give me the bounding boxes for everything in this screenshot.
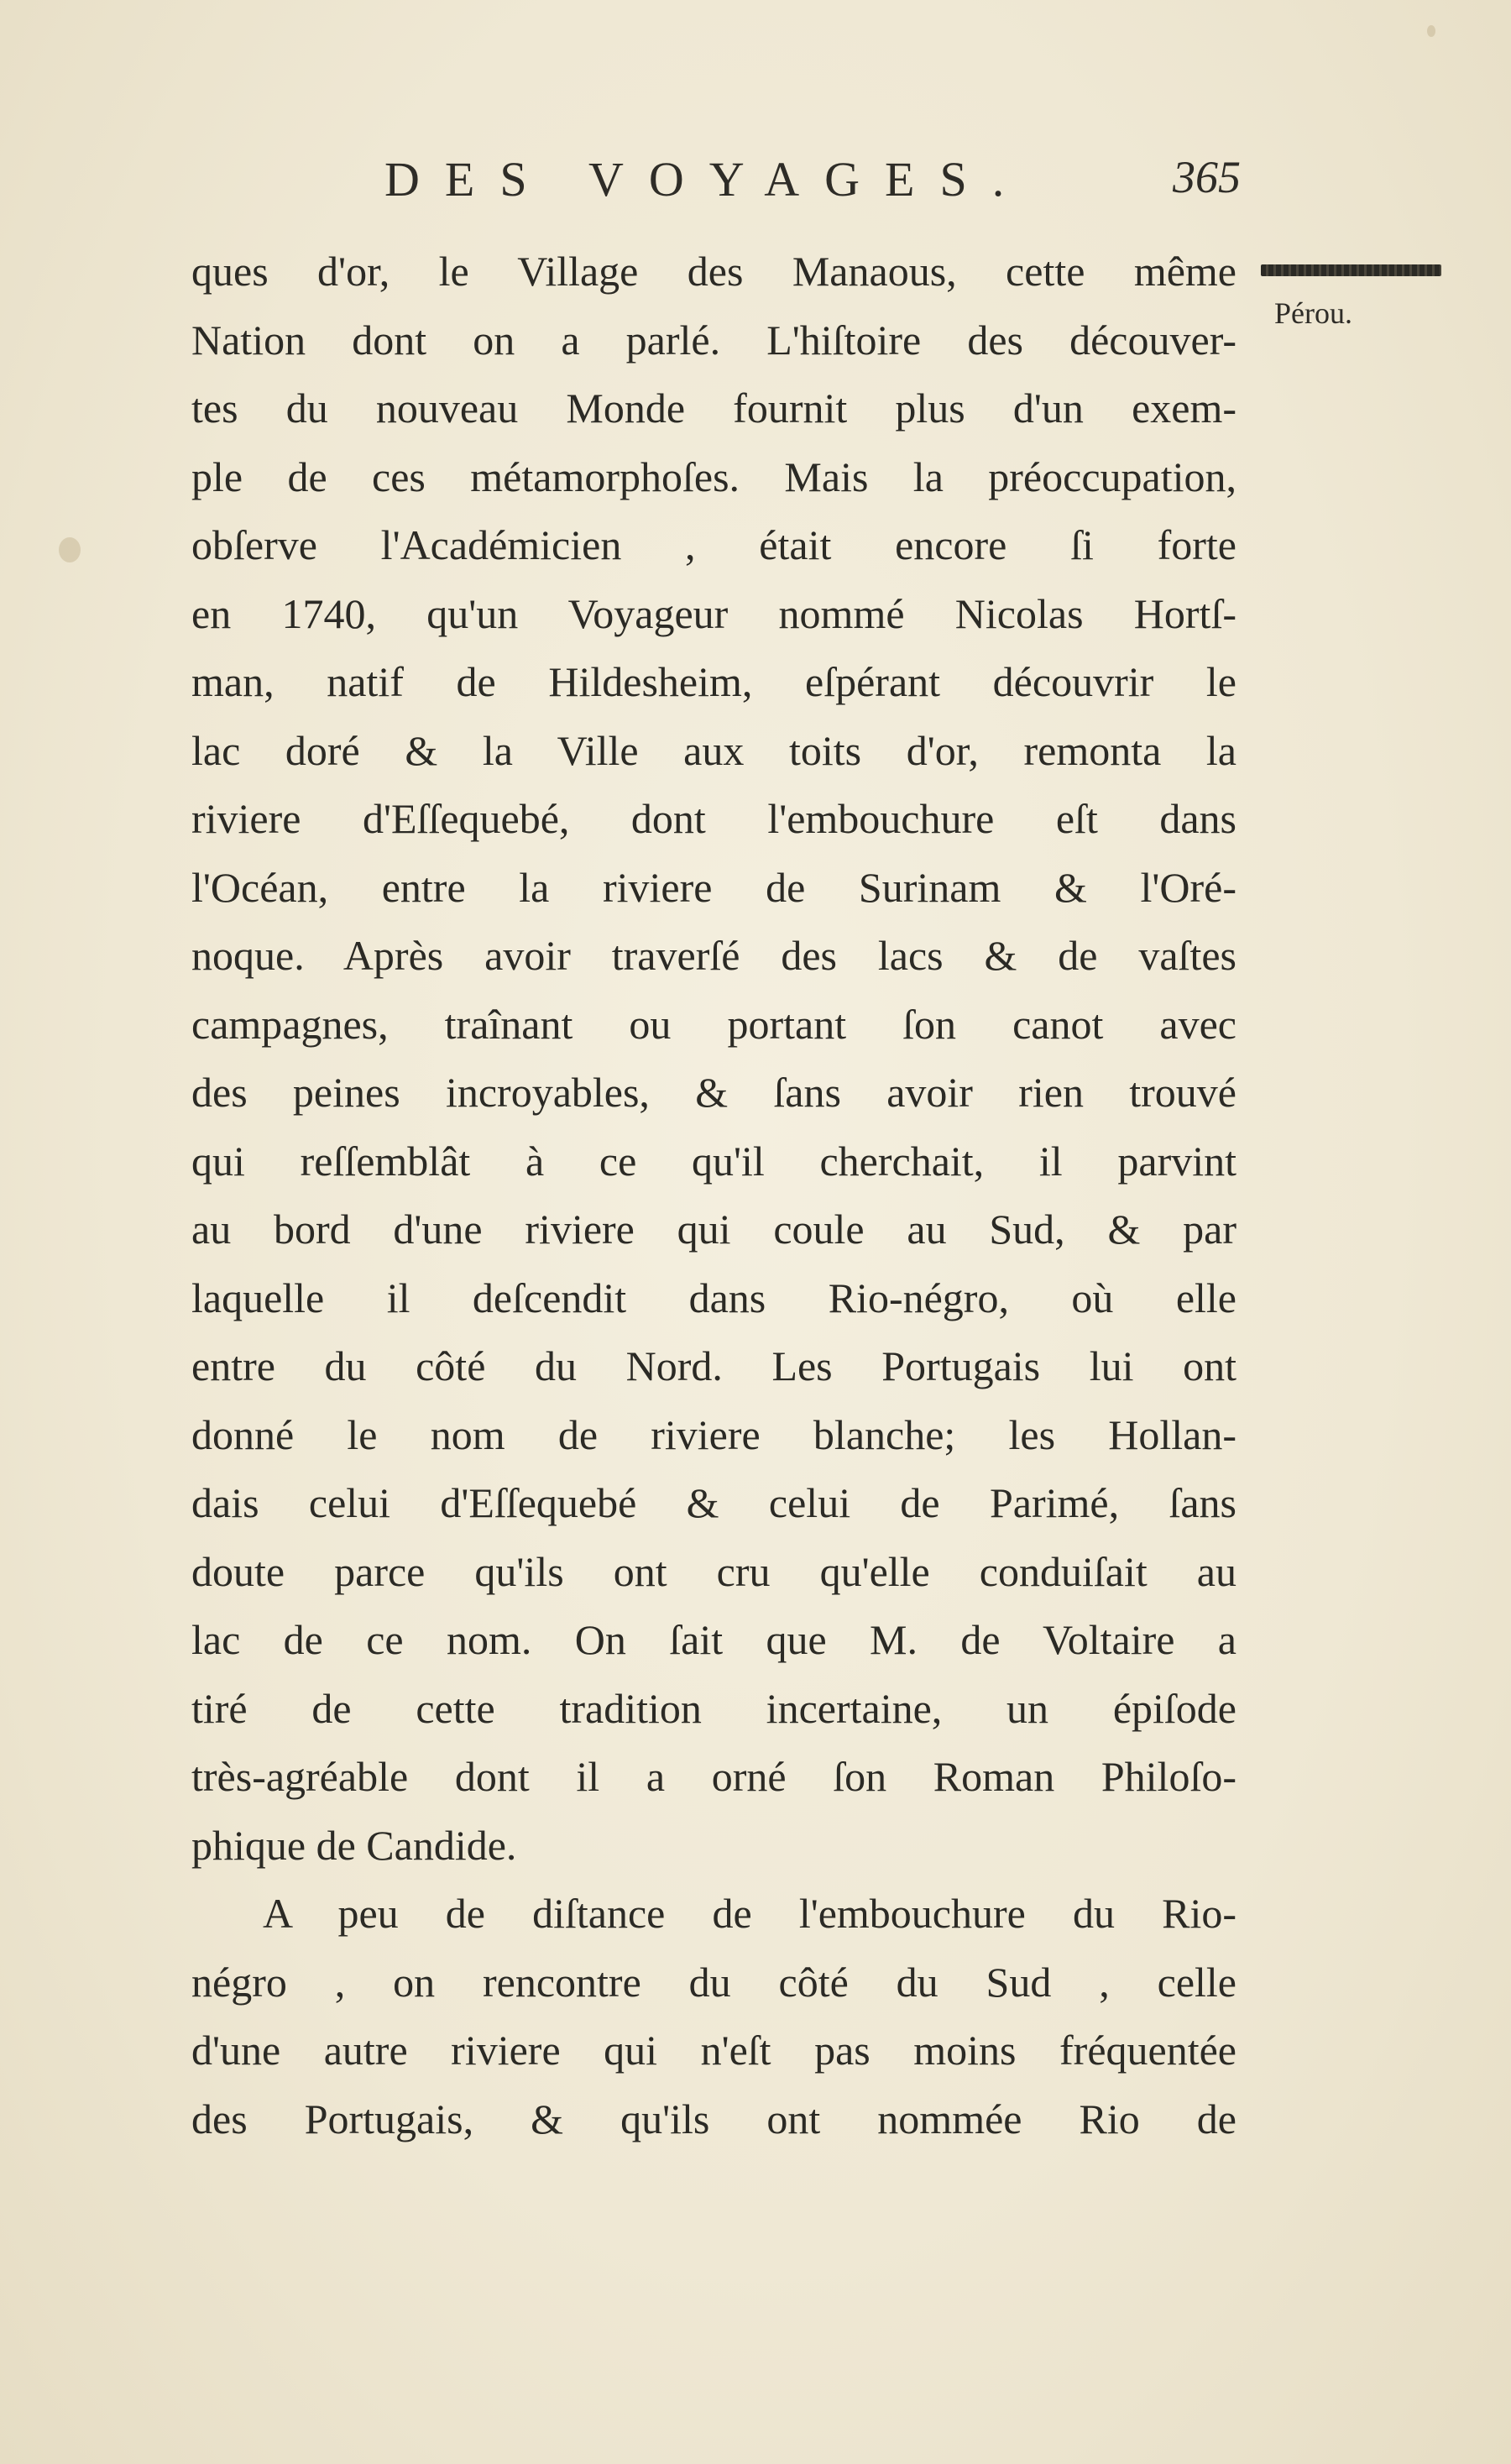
running-head: [384, 151, 1241, 218]
text-line: d'une autre riviere qui n'eſt pas moins fréquentée: [191, 2027, 1237, 2074]
text-line: des Portugais, & qu'ils ont nommée Rio de: [191, 2095, 1237, 2142]
text-line: ple de ces métamorphoſes. Mais la préoccupation,: [191, 453, 1237, 500]
text-line: doute parce qu'ils ont cru qu'elle conduiſait au: [191, 1547, 1237, 1595]
text-line: dais celui d'Eſſequebé & celui de Parimé, ſans: [191, 1479, 1237, 1526]
text-line: tiré de cette tradition incertaine, un épiſode: [191, 1684, 1237, 1732]
text-line: laquelle il deſcendit dans Rio-négro, où elle: [191, 1274, 1237, 1321]
text-line: phique de Candide.: [191, 1821, 517, 1869]
text-line: A peu de diſtance de l'embouchure du Rio-: [263, 1890, 1237, 1937]
text-line: qui reſſemblât à ce qu'il cherchait, il parvint: [191, 1137, 1237, 1185]
margin-note: Pérou.: [1274, 296, 1352, 330]
paper-stain: [59, 537, 81, 562]
text-line: ques d'or, le Village des Manaous, cette même: [191, 248, 1237, 295]
text-line: campagnes, traînant ou portant ſon canot avec: [191, 1000, 1237, 1048]
text-line: lac de ce nom. On ſait que M. de Voltaire a: [191, 1616, 1237, 1663]
text-line: Nation dont on a parlé. L'hiſtoire des découver-: [191, 316, 1237, 364]
text-line: entre du côté du Nord. Les Portugais lui ont: [191, 1342, 1237, 1389]
text-line: donné le nom de riviere blanche; les Hollan-: [191, 1410, 1237, 1458]
margin-rule: [1261, 264, 1441, 276]
text-line: des peines incroyables, & ſans avoir rien trouvé: [191, 1069, 1237, 1116]
paper-stain: [1427, 25, 1435, 37]
running-title: DES VOYAGES.: [384, 152, 1030, 207]
text-line: noque. Après avoir traverſé des lacs & de vaſtes: [191, 932, 1237, 979]
text-line: riviere d'Eſſequebé, dont l'embouchure eſt dans: [191, 795, 1237, 842]
body-text: [191, 238, 1237, 2153]
text-line: négro , on rencontre du côté du Sud , celle: [191, 1958, 1237, 2006]
text-line: en 1740, qu'un Voyageur nommé Nicolas Hortſ-: [191, 589, 1237, 637]
text-line: tes du nouveau Monde fournit plus d'un exem-: [191, 385, 1237, 432]
text-line: très-agréable dont il a orné ſon Roman Philoſo-: [191, 1753, 1237, 1800]
text-line: l'Océan, entre la riviere de Surinam & l'Oré-: [191, 863, 1237, 911]
text-line: man, natif de Hildesheim, eſpérant découvrir le: [191, 658, 1237, 705]
page-number: 365: [1173, 152, 1241, 202]
text-line: obſerve l'Académicien , était encore ſi forte: [191, 521, 1237, 568]
text-line: lac doré & la Ville aux toits d'or, remonta la: [191, 726, 1237, 774]
text-line: au bord d'une riviere qui coule au Sud, & par: [191, 1206, 1237, 1253]
